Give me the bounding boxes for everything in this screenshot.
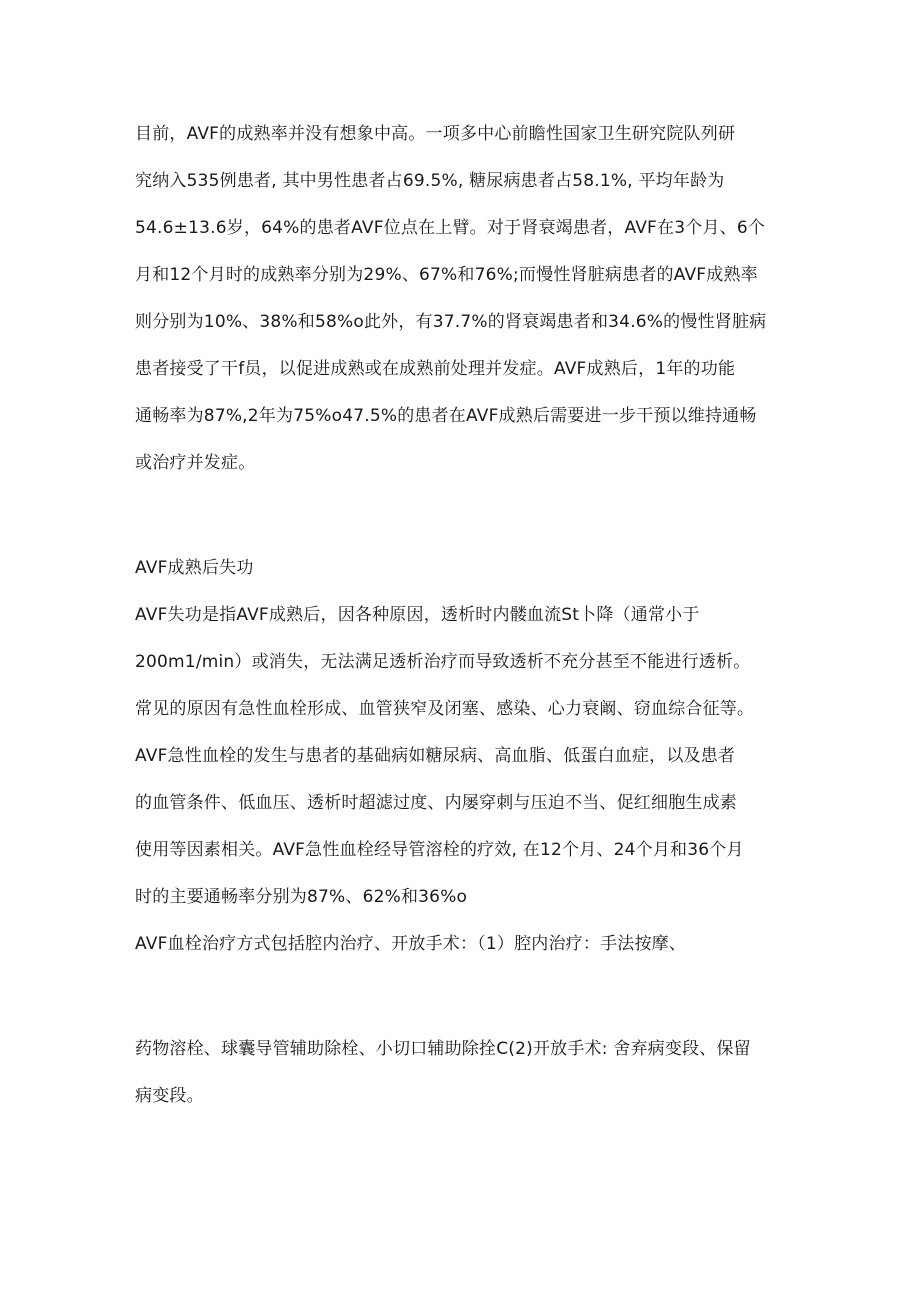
paragraph-2-line-7: 时的主要通畅率分别为87%、62%和36%o	[135, 887, 468, 907]
paragraph-2-line-2: 200m1∕min）或消失，无法满足透析治疗而导致透析不充分甚至不能进行透析。	[135, 652, 751, 672]
paragraph-1-line-7: 通畅率为87%,2年为75%o47.5%的患者在AVF成熟后需要进一步干预以维持通畅	[135, 406, 757, 426]
paragraph-3-line-1: AVF血栓治疗方式包括腔内治疗、开放手术：（1）腔内治疗：手法按摩、	[135, 934, 687, 954]
paragraph-1-line-4: 月和12个月时的成熟率分别为29%、67%和76%;而慢性肾脏病患者的AVF成熟率	[135, 265, 758, 285]
section-heading: AVF成熟后失功	[135, 558, 254, 578]
paragraph-1-line-8: 或治疗并发症。	[135, 453, 256, 473]
paragraph-2-line-5: 的血管条件、低血压、透析时超滤过度、内屡穿刺与压迫不当、促红细胞生成素	[135, 793, 737, 813]
paragraph-1-line-2: 究纳入535例患者, 其中男性患者占69.5%, 糖尿病患者占58.1%, 平均年龄为	[135, 171, 725, 191]
paragraph-1-line-3: 54.6±13.6岁，64%的患者AVF位点在上臂。对于肾衰竭患者，AVF在3个月、6个	[135, 218, 766, 238]
paragraph-2-line-1: AVF失功是指AVF成熟后，因各种原因，透析时内髅血流St卜降（通常小于	[135, 605, 700, 625]
paragraph-2-line-4: AVF急性血栓的发生与患者的基础病如糖尿病、高血脂、低蛋白血症，以及患者	[135, 746, 736, 766]
paragraph-2-line-6: 使用等因素相关。AVF急性血栓经导管溶栓的疗效, 在12个月、24个月和36个月	[135, 840, 744, 860]
paragraph-1-line-1: 目前，AVF的成熟率并没有想象中高。一项多中心前瞻性国家卫生研究院队列研	[135, 124, 736, 144]
paragraph-3-line-2: 药物溶栓、球囊导管辅助除栓、小切口辅助除拴C(2)开放手术: 舍弃病变段、保留	[135, 1039, 751, 1059]
paragraph-1-line-6: 患者接受了干f员，以促进成熟或在成熟前处理并发症。AVF成熟后，1年的功能	[135, 359, 736, 379]
paragraph-1-line-5: 则分别为10%、38%和58%o此外，有37.7%的肾衰竭患者和34.6%的慢性肾脏病	[135, 312, 767, 332]
paragraph-2-line-3: 常见的原因有急性血栓形成、血管狭窄及闭塞、感染、心力衰阚、窃血综合征等。	[135, 699, 755, 719]
paragraph-3-line-3: 病变段。	[135, 1086, 204, 1106]
